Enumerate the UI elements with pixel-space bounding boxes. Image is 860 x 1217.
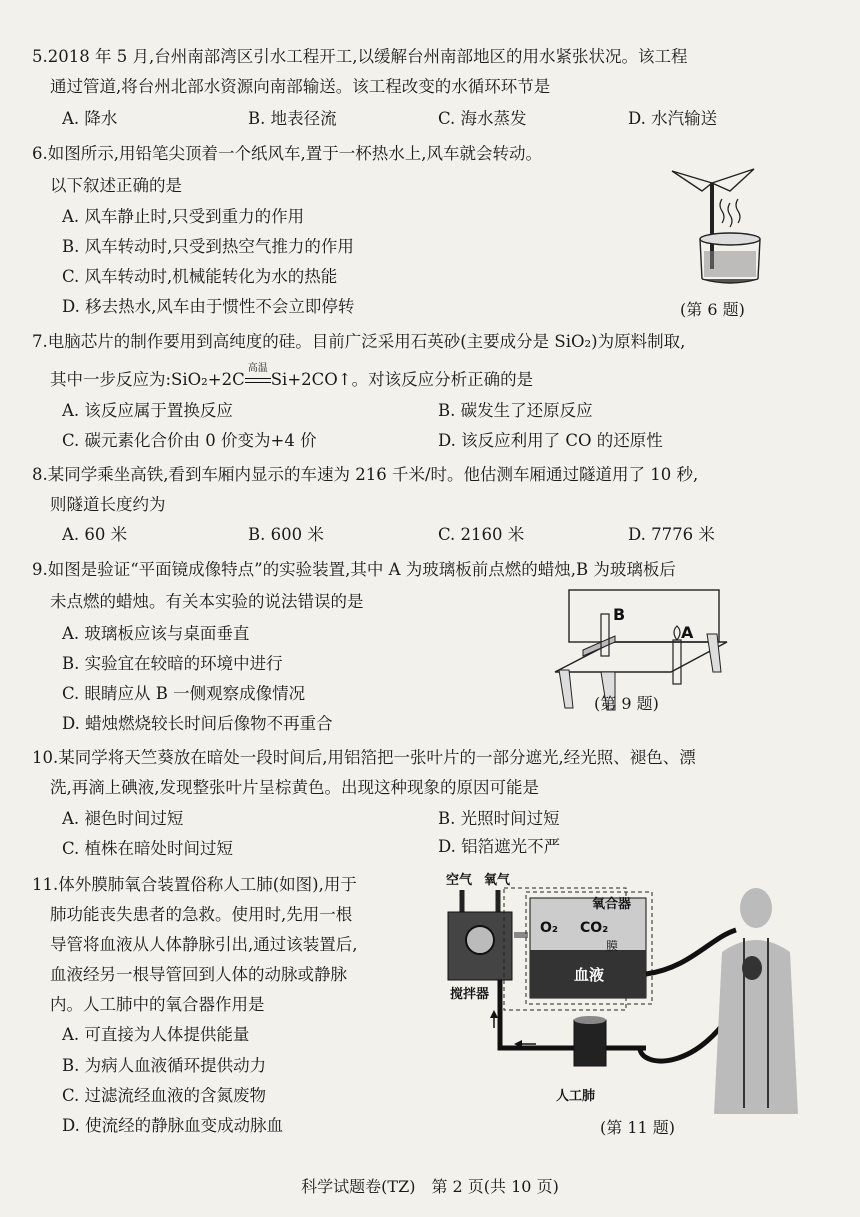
q7-option-a: A. 该反应属于置换反应 xyxy=(62,401,233,420)
q6-stem-line2: 以下叙述正确的是 xyxy=(50,176,182,195)
pinwheel-figure xyxy=(650,163,770,293)
q8-option-d: D. 7776 米 xyxy=(628,525,715,544)
q9-option-a: A. 玻璃板应该与桌面垂直 xyxy=(62,624,250,643)
artificial-lung-figure xyxy=(440,868,820,1114)
q11-option-a: A. 可直接为人体提供能量 xyxy=(62,1025,250,1044)
q11-option-b: B. 为病人血液循环提供动力 xyxy=(62,1056,267,1075)
q9-stem-line2: 未点燃的蜡烛。有关本实验的说法错误的是 xyxy=(50,592,364,611)
q10-option-d: D. 铝箔遮光不严 xyxy=(438,837,561,856)
q11-figure-caption: (第 11 题) xyxy=(600,1118,676,1137)
stirrer-label: 搅拌器 xyxy=(450,987,490,1002)
q9-option-c: C. 眼睛应从 B 一侧观察成像情况 xyxy=(62,684,306,703)
q11-stem-line1: 11.体外膜肺氧合装置俗称人工肺(如图),用于 xyxy=(32,875,357,894)
q6-option-b: B. 风车转动时,只受到热空气推力的作用 xyxy=(62,237,354,256)
q6-stem-line1: 6.如图所示,用铅笔尖顶着一个纸风车,置于一杯热水上,风车就会转动。 xyxy=(32,144,542,163)
reaction-condition: 高温 xyxy=(247,363,268,374)
q9-option-b: B. 实验宜在较暗的环境中进行 xyxy=(62,654,283,673)
q8-option-a: A. 60 米 xyxy=(62,525,128,544)
q9-figure-caption: (第 9 题) xyxy=(594,694,659,713)
q6-option-c: C. 风车转动时,机械能转化为水的热能 xyxy=(62,267,338,286)
q11-stem-line2: 肺功能丧失患者的急救。使用时,先用一根 xyxy=(50,905,353,924)
q7-option-c: C. 碳元素化合价由 0 价变为+4 价 xyxy=(62,431,317,450)
q11-option-c: C. 过滤流经血液的含氮废物 xyxy=(62,1086,267,1105)
membrane-label: 膜 xyxy=(606,939,619,953)
q7-equation-right: Si+2CO↑。对该反应分析正确的是 xyxy=(270,370,534,389)
q10-option-b: B. 光照时间过短 xyxy=(438,809,560,828)
candle-a-label: A xyxy=(681,623,694,642)
q7-stem-line2 xyxy=(50,363,534,391)
q7-stem-line1: 7.电脑芯片的制作要用到高纯度的硅。目前广泛采用石英砂(主要成分是 SiO₂)为原料制取, xyxy=(32,332,686,351)
q9-stem-line1: 9.如图是验证“平面镜成像特点”的实验装置,其中 A 为玻璃板前点燃的蜡烛,B 为玻璃板后 xyxy=(32,560,676,579)
o2-label: O₂ xyxy=(540,920,559,936)
q10-option-a: A. 褪色时间过短 xyxy=(62,809,184,828)
q7-equation-left: 其中一步反应为:SiO₂+2C xyxy=(50,370,245,389)
q6-option-d: D. 移去热水,风车由于惯性不会立即停转 xyxy=(62,297,355,316)
q11-option-d: D. 使流经的静脉血变成动脉血 xyxy=(62,1116,284,1135)
q11-stem-line5: 内。人工肺中的氧合器作用是 xyxy=(50,995,265,1014)
oxygen-label: 氧气 xyxy=(484,873,511,888)
q8-stem-line2: 则隧道长度约为 xyxy=(50,495,166,514)
q5-option-d: D. 水汽输送 xyxy=(628,109,718,128)
q8-option-b: B. 600 米 xyxy=(248,525,324,544)
q10-option-c: C. 植株在暗处时间过短 xyxy=(62,839,234,858)
q9-option-d: D. 蜡烛燃烧较长时间后像物不再重合 xyxy=(62,714,333,733)
q10-stem-line2: 洗,再滴上碘液,发现整张叶片呈棕黄色。出现这种现象的原因可能是 xyxy=(50,778,539,797)
q7-option-d: D. 该反应利用了 CO 的还原性 xyxy=(438,431,663,450)
q6-figure-caption: (第 6 题) xyxy=(680,300,745,319)
q5-stem-line1: 5.2018 年 5 月,台州南部湾区引水工程开工,以缓解台州南部地区的用水紧张状况。该工程 xyxy=(32,47,688,66)
q5-option-b: B. 地表径流 xyxy=(248,109,337,128)
q5-stem-line2: 通过管道,将台州北部水资源向南部输送。该工程改变的水循环环节是 xyxy=(50,77,551,96)
artificial-lung-label: 人工肺 xyxy=(556,1089,596,1104)
q6-option-a: A. 风车静止时,只受到重力的作用 xyxy=(62,207,305,226)
page-footer: 科学试题卷(TZ) 第 2 页(共 10 页) xyxy=(301,1177,559,1196)
q10-stem-line1: 10.某同学将天竺葵放在暗处一段时间后,用铝箔把一张叶片的一部分遮光,经光照、褪色、漂 xyxy=(32,748,696,767)
co2-label: CO₂ xyxy=(580,920,609,936)
q5-option-a: A. 降水 xyxy=(62,109,118,128)
q8-option-c: C. 2160 米 xyxy=(438,525,525,544)
q5-option-c: C. 海水蒸发 xyxy=(438,109,527,128)
q11-stem-line3: 导管将血液从人体静脉引出,通过该装置后, xyxy=(50,935,358,954)
oxygenator-label: 氧合器 xyxy=(592,897,632,912)
q11-stem-line4: 血液经另一根导管回到人体的动脉或静脉 xyxy=(50,965,347,984)
reaction-arrow xyxy=(245,363,271,391)
blood-label: 血液 xyxy=(574,966,605,984)
q8-stem-line1: 8.某同学乘坐高铁,看到车厢内显示的车速为 216 千米/时。他估测车厢通过隧道用了 10 秒, xyxy=(32,465,699,484)
q7-option-b: B. 碳发生了还原反应 xyxy=(438,401,593,420)
air-label: 空气 xyxy=(446,873,473,888)
candle-b-label: B xyxy=(613,605,626,624)
